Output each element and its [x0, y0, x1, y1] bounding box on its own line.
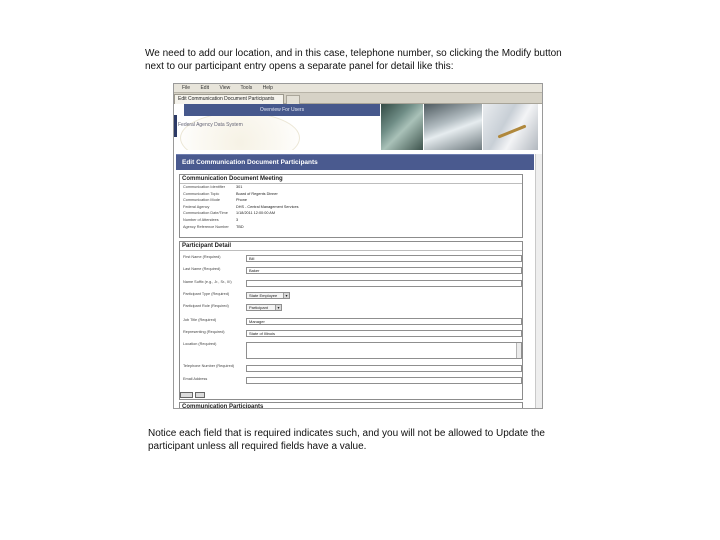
section-title-bar: Edit Communication Document Participants — [176, 154, 534, 170]
banner-accent-bar — [174, 115, 177, 137]
meeting-row-value: Phone — [236, 198, 247, 203]
job-title-input[interactable]: Manager — [246, 318, 522, 325]
email-input[interactable] — [246, 377, 522, 384]
meeting-row-label: Number of Attendees — [183, 217, 219, 222]
participants-panel-title: Communication Participants — [180, 403, 522, 409]
telephone-label: Telephone Number (Required) — [183, 364, 235, 368]
meeting-row-label: Communication Topic — [183, 191, 220, 196]
banner-photo-pen — [483, 104, 538, 150]
meeting-panel-title: Communication Document Meeting — [180, 175, 522, 184]
chevron-down-icon[interactable]: ▾ — [283, 293, 289, 298]
toolbar-item[interactable]: View — [219, 85, 231, 91]
meeting-row-label: Federal Agency — [183, 204, 210, 209]
last-name-input[interactable]: Baker — [246, 267, 522, 274]
telephone-input[interactable] — [246, 365, 522, 372]
browser-tab-new[interactable] — [286, 95, 300, 104]
participant-role-select[interactable] — [246, 304, 282, 311]
browser-tab-active[interactable]: Edit Communication Document Participants — [174, 94, 284, 104]
toolbar-item[interactable]: Tools — [240, 85, 253, 91]
meeting-row-value: 3 — [236, 217, 239, 222]
email-label: Email Address — [183, 377, 208, 381]
participant-type-value: State Employee — [249, 293, 278, 298]
embedded-screenshot — [173, 83, 543, 409]
intro-caption: We need to add our location, and in this case, telephone number, so clicking the Modify button next to our participant entry opens a separate panel for detail like this: — [145, 48, 562, 72]
cancel-button[interactable] — [195, 392, 205, 398]
last-name-label: Last Name (Required) — [183, 267, 221, 271]
meeting-row-label: Communication Date/Time — [183, 211, 228, 216]
meeting-row-value: 301 — [236, 185, 243, 189]
participant-type-select[interactable] — [246, 292, 290, 299]
first-name-label: First Name (Required) — [183, 255, 221, 259]
meeting-row — [180, 184, 522, 191]
toolbar-item[interactable]: Help — [262, 85, 273, 91]
participant-detail-title: Participant Detail — [180, 242, 522, 251]
page-scrollbar[interactable] — [535, 154, 543, 409]
meeting-row-value: TBD — [236, 224, 244, 229]
meeting-row-label: Communication Mode — [183, 198, 220, 203]
location-scrollbar[interactable] — [516, 343, 521, 358]
representing-label: Representing (Required) — [183, 330, 225, 334]
job-title-label: Job Title (Required) — [183, 318, 217, 322]
meeting-row — [180, 224, 522, 231]
banner-photo-hands — [424, 104, 482, 150]
representing-input[interactable]: State of Illinois — [246, 330, 522, 337]
name-suffix-label: Name Suffix (e.g., Jr., Sr., III) — [183, 280, 232, 284]
name-suffix-input[interactable] — [246, 280, 522, 287]
browser-tabstrip — [174, 93, 543, 104]
meeting-row — [180, 197, 522, 204]
meeting-row-label: Communication Identifier — [183, 185, 225, 189]
participants-panel — [179, 402, 523, 409]
participant-detail-panel — [179, 241, 523, 400]
meeting-row — [180, 204, 522, 211]
location-textarea[interactable] — [246, 342, 522, 359]
participant-role-label: Participant Role (Required) — [183, 304, 229, 308]
toolbar-item[interactable]: Edit — [200, 85, 210, 91]
banner-subtitle: Federal Agency Data System — [178, 122, 243, 128]
participant-role-value: Participant — [249, 305, 268, 310]
agency-seal-watermark — [180, 112, 300, 150]
site-banner — [174, 104, 543, 150]
update-button[interactable] — [180, 392, 193, 398]
meeting-row — [180, 217, 522, 224]
banner-title-bar: Overview For Users — [184, 104, 380, 116]
meeting-row-value: 1/18/2011 12:00:00 AM — [236, 211, 275, 216]
meeting-row-label: Agency Reference Number — [183, 224, 229, 229]
meeting-row-value: Board of Regents Dinner — [236, 191, 278, 196]
location-label: Location (Required) — [183, 342, 217, 346]
toolbar-item[interactable]: File — [182, 85, 191, 91]
banner-photo-circuit — [381, 104, 423, 150]
meeting-row — [180, 210, 522, 217]
meeting-panel — [179, 174, 523, 238]
meeting-row-value: DHS - Central Management Services — [236, 204, 299, 209]
outro-caption: Notice each field that is required indicates such, and you will not be allowed to Update the participant unless all required fields have a value. — [148, 428, 545, 452]
first-name-input[interactable]: Bill — [246, 255, 522, 262]
participant-type-label: Participant Type (Required) — [183, 292, 230, 296]
chevron-down-icon[interactable]: ▾ — [275, 305, 281, 310]
browser-toolbar — [174, 84, 543, 93]
meeting-row — [180, 191, 522, 198]
